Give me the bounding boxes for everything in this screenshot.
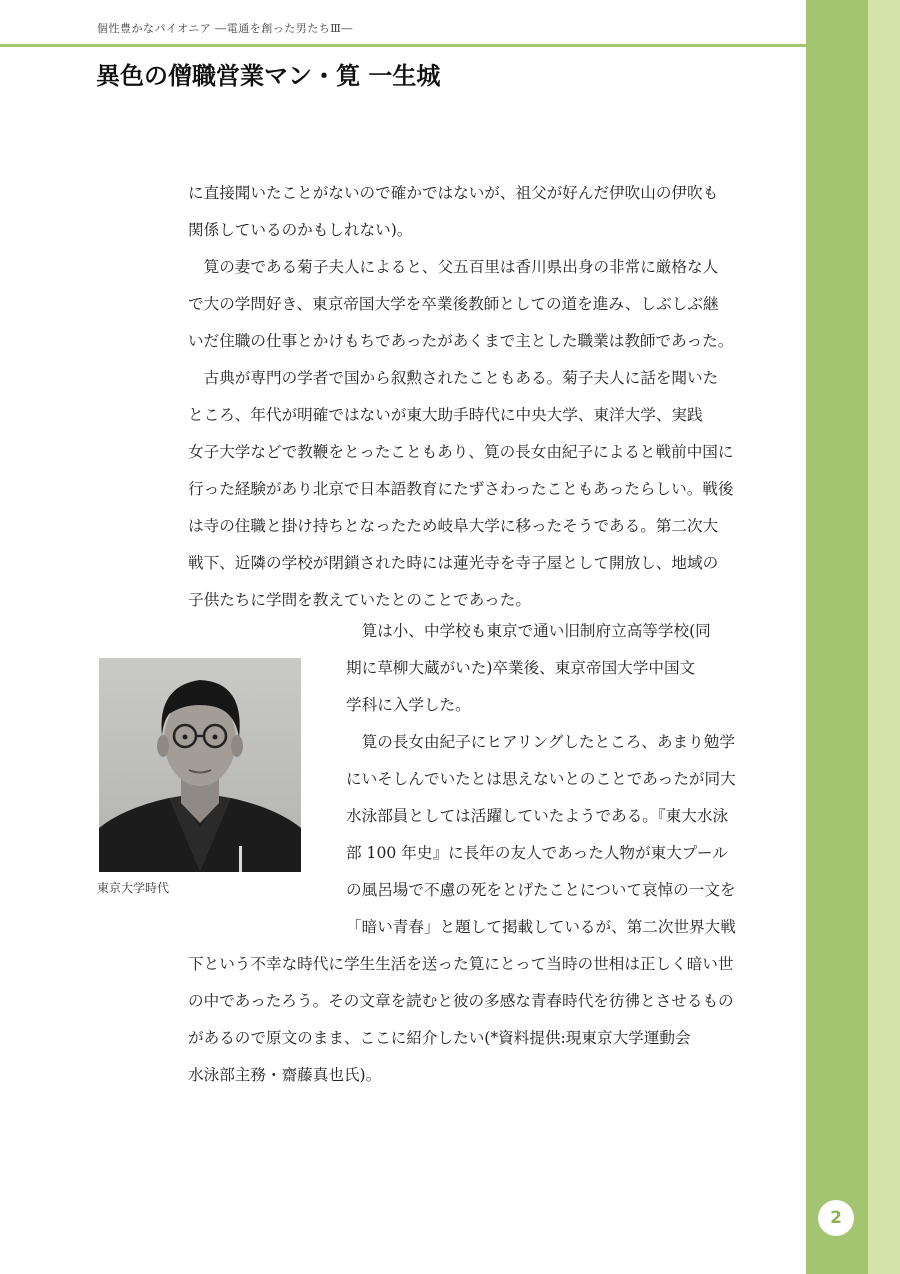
text-line: 古典が専門の学者で国から叙勲されたこともある。菊子夫人に話を聞いた — [188, 369, 719, 387]
text-line: 女子大学などで教鞭をとったこともあり、筧の長女由紀子によると戦前中国に — [188, 443, 734, 461]
text-line: 筧の妻である菊子夫人によると、父五百里は香川県出身の非常に厳格な人 — [188, 258, 719, 276]
text-line: 水泳部主務・齋藤真也氏)。 — [188, 1066, 382, 1084]
text-line: 筧の長女由紀子にヒアリングしたところ、あまり勉学 — [346, 733, 735, 751]
portrait-illustration — [99, 658, 301, 872]
text-line: で大の学問好き、東京帝国大学を卒業後教師としての道を進み、しぶしぶ継 — [188, 295, 719, 313]
text-line: いだ住職の仕事とかけもちであったがあくまで主とした職業は教師であった。 — [188, 332, 734, 350]
page-number: 2 — [818, 1200, 854, 1236]
body-paragraphs-side — [346, 613, 746, 946]
body-paragraphs-top — [188, 175, 748, 619]
text-line: があるので原文のまま、ここに紹介したい(*資料提供:現東京大学運動会 — [188, 1029, 691, 1047]
article-title: 異色の僧職営業マン・筧 一生城 — [96, 61, 441, 90]
running-head: 個性豊かなパイオニア ―電通を創った男たちⅢ― — [97, 22, 353, 35]
body-paragraphs-bottom — [188, 946, 748, 1094]
side-margin-band-light — [868, 0, 900, 1274]
side-margin-band — [806, 0, 868, 1274]
text-line: 筧は小、中学校も東京で通い旧制府立高等学校(同 — [346, 622, 711, 640]
text-line: 下という不幸な時代に学生生活を送った筧にとって当時の世相は正しく暗い世 — [188, 955, 734, 973]
photo-caption: 東京大学時代 — [97, 881, 170, 895]
text-line: 関係しているのかもしれない)。 — [188, 221, 413, 239]
text-line: ところ、年代が明確ではないが東大助手時代に中央大学、東洋大学、実践 — [188, 406, 703, 424]
text-line: 期に草柳大蔵がいた)卒業後、東京帝国大学中国文 — [346, 659, 696, 677]
text-line: 部 100 年史』に長年の友人であった人物が東大プール — [346, 844, 728, 862]
text-line: 子供たちに学問を教えていたとのことであった。 — [188, 591, 531, 609]
text-line: 行った経験があり北京で日本語教育にたずさわったこともあったらしい。戦後 — [188, 480, 734, 498]
text-line: にいそしんでいたとは思えないとのことであったが同大 — [346, 770, 736, 788]
text-line: 水泳部員としては活躍していたようである。『東大水泳 — [346, 807, 729, 825]
text-line: に直接聞いたことがないので確かではないが、祖父が好んだ伊吹山の伊吹も — [188, 184, 719, 202]
portrait-photo — [99, 658, 301, 872]
text-line: は寺の住職と掛け持ちとなったため岐阜大学に移ったそうである。第二次大 — [188, 517, 719, 535]
text-line: の風呂場で不慮の死をとげたことについて哀悼の一文を — [346, 881, 736, 899]
text-line: の中であったろう。その文章を読むと彼の多感な青春時代を彷彿とさせるもの — [188, 992, 734, 1010]
text-line: 学科に入学した。 — [346, 696, 471, 714]
text-line: 戦下、近隣の学校が閉鎖された時には蓮光寺を寺子屋として開放し、地域の — [188, 554, 719, 572]
header-rule — [0, 44, 806, 47]
text-line: 「暗い青春」と題して掲載しているが、第二次世界大戦 — [346, 918, 736, 936]
